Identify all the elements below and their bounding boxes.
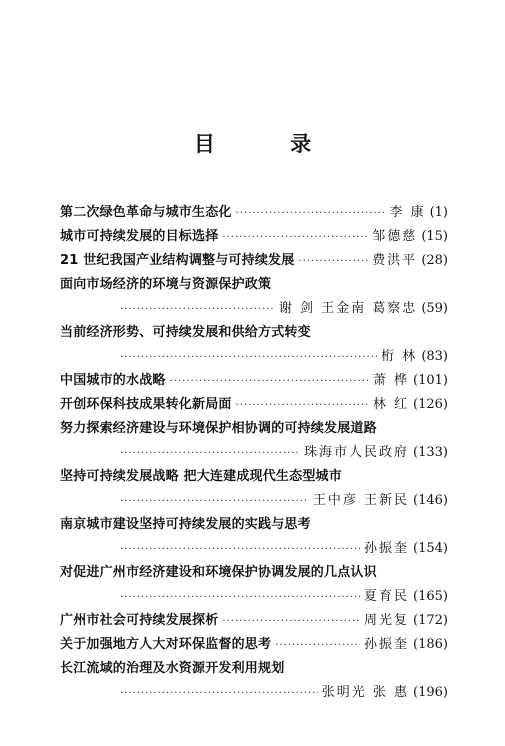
entry-page: (83) [421, 349, 448, 364]
entry-author: 珠海市人民政府 [304, 445, 410, 460]
toc-entry-leader-line [60, 489, 448, 513]
dot-leader [120, 442, 300, 466]
entry-page: (101) [413, 373, 448, 388]
entry-author: 邹德慈 [372, 229, 418, 244]
entry-author: 谢 剑 王金南 葛察忠 [278, 301, 418, 316]
entry-author: 萧 桦 [372, 373, 410, 388]
toc-entry [60, 609, 448, 633]
entry-title: 21 世纪我国产业结构调整与可持续发展 [60, 253, 295, 268]
toc-entry-title-line [60, 321, 448, 345]
entry-title: 长江流域的治理及水资源开发利用规划 [60, 661, 285, 676]
entry-author: 孙振奎 [364, 637, 410, 652]
toc-entry [60, 633, 448, 657]
entry-page: (165) [413, 589, 448, 604]
toc-entry [60, 225, 448, 249]
dot-leader [120, 586, 360, 610]
toc-entry [60, 201, 448, 225]
entry-title: 对促进广州市经济建设和环境保护协调发展的几点认识 [60, 565, 377, 580]
entry-page: (59) [421, 301, 448, 316]
toc-entry [60, 249, 448, 273]
table-of-contents [60, 201, 448, 705]
entry-author: 林 红 [372, 397, 410, 412]
dot-leader [120, 538, 360, 562]
toc-entry-leader-line [60, 585, 448, 609]
dot-leader [275, 634, 360, 658]
toc-entry [60, 369, 448, 393]
dot-leader [222, 226, 368, 250]
dot-leader [120, 682, 318, 706]
toc-entry-title-line [60, 273, 448, 297]
entry-page: (126) [413, 397, 448, 412]
entry-author: 李 康 [389, 205, 426, 220]
entry-author: 王中彦 王新民 [312, 493, 410, 508]
entry-page: (154) [413, 541, 448, 556]
entry-title: 南京城市建设坚持可持续发展的实践与思考 [60, 517, 311, 532]
entry-author: 桁 林 [381, 349, 418, 364]
entry-title: 当前经济形势、可持续发展和供给方式转变 [60, 325, 311, 340]
toc-entry-leader-line [60, 681, 448, 705]
entry-title: 面向市场经济的环境与资源保护政策 [60, 277, 272, 292]
entry-title: 城市可持续发展的目标选择 [60, 229, 219, 244]
dot-leader [120, 298, 275, 322]
entry-title: 广州市社会可持续发展探析 [60, 613, 219, 628]
entry-title: 坚持可持续发展战略 把大连建成现代生态型城市 [60, 469, 342, 484]
entry-page: (15) [421, 229, 448, 244]
toc-entry-leader-line [60, 441, 448, 465]
entry-page: (133) [413, 445, 448, 460]
entry-title: 关于加强地方人大对环保监督的思考 [60, 637, 272, 652]
entry-page: (28) [421, 253, 448, 268]
entry-page: (196) [413, 685, 448, 700]
dot-leader [298, 250, 368, 274]
entry-author: 张明光 张 惠 [321, 685, 410, 700]
dot-leader [236, 202, 386, 226]
toc-entry-title-line [60, 657, 448, 681]
toc-entry-leader-line [60, 345, 448, 369]
entry-author: 费洪平 [372, 253, 418, 268]
entry-page: (1) [429, 205, 448, 220]
toc-entry-title-line [60, 417, 448, 441]
toc-entry-title-line [60, 561, 448, 585]
toc-entry [60, 393, 448, 417]
entry-title: 第二次绿色革命与城市生态化 [60, 205, 232, 220]
toc-entry-leader-line [60, 297, 448, 321]
toc-entry-leader-line [60, 537, 448, 561]
dot-leader [170, 370, 369, 394]
dot-leader [120, 490, 309, 514]
entry-title: 努力探索经济建设与环境保护相协调的可持续发展道路 [60, 421, 377, 436]
entry-title: 开创环保科技成果转化新局面 [60, 397, 232, 412]
toc-entry-title-line [60, 465, 448, 489]
toc-entry-title-line [60, 513, 448, 537]
entry-author: 周光复 [364, 613, 410, 628]
entry-title: 中国城市的水战略 [60, 373, 166, 388]
dot-leader [222, 610, 360, 634]
dot-leader [120, 346, 377, 370]
entry-page: (172) [413, 613, 448, 628]
entry-author: 孙振奎 [364, 541, 410, 556]
entry-page: (186) [413, 637, 448, 652]
dot-leader [236, 394, 369, 418]
page-title: 目 录 [193, 132, 346, 156]
entry-page: (146) [413, 493, 448, 508]
entry-author: 夏育民 [364, 589, 410, 604]
